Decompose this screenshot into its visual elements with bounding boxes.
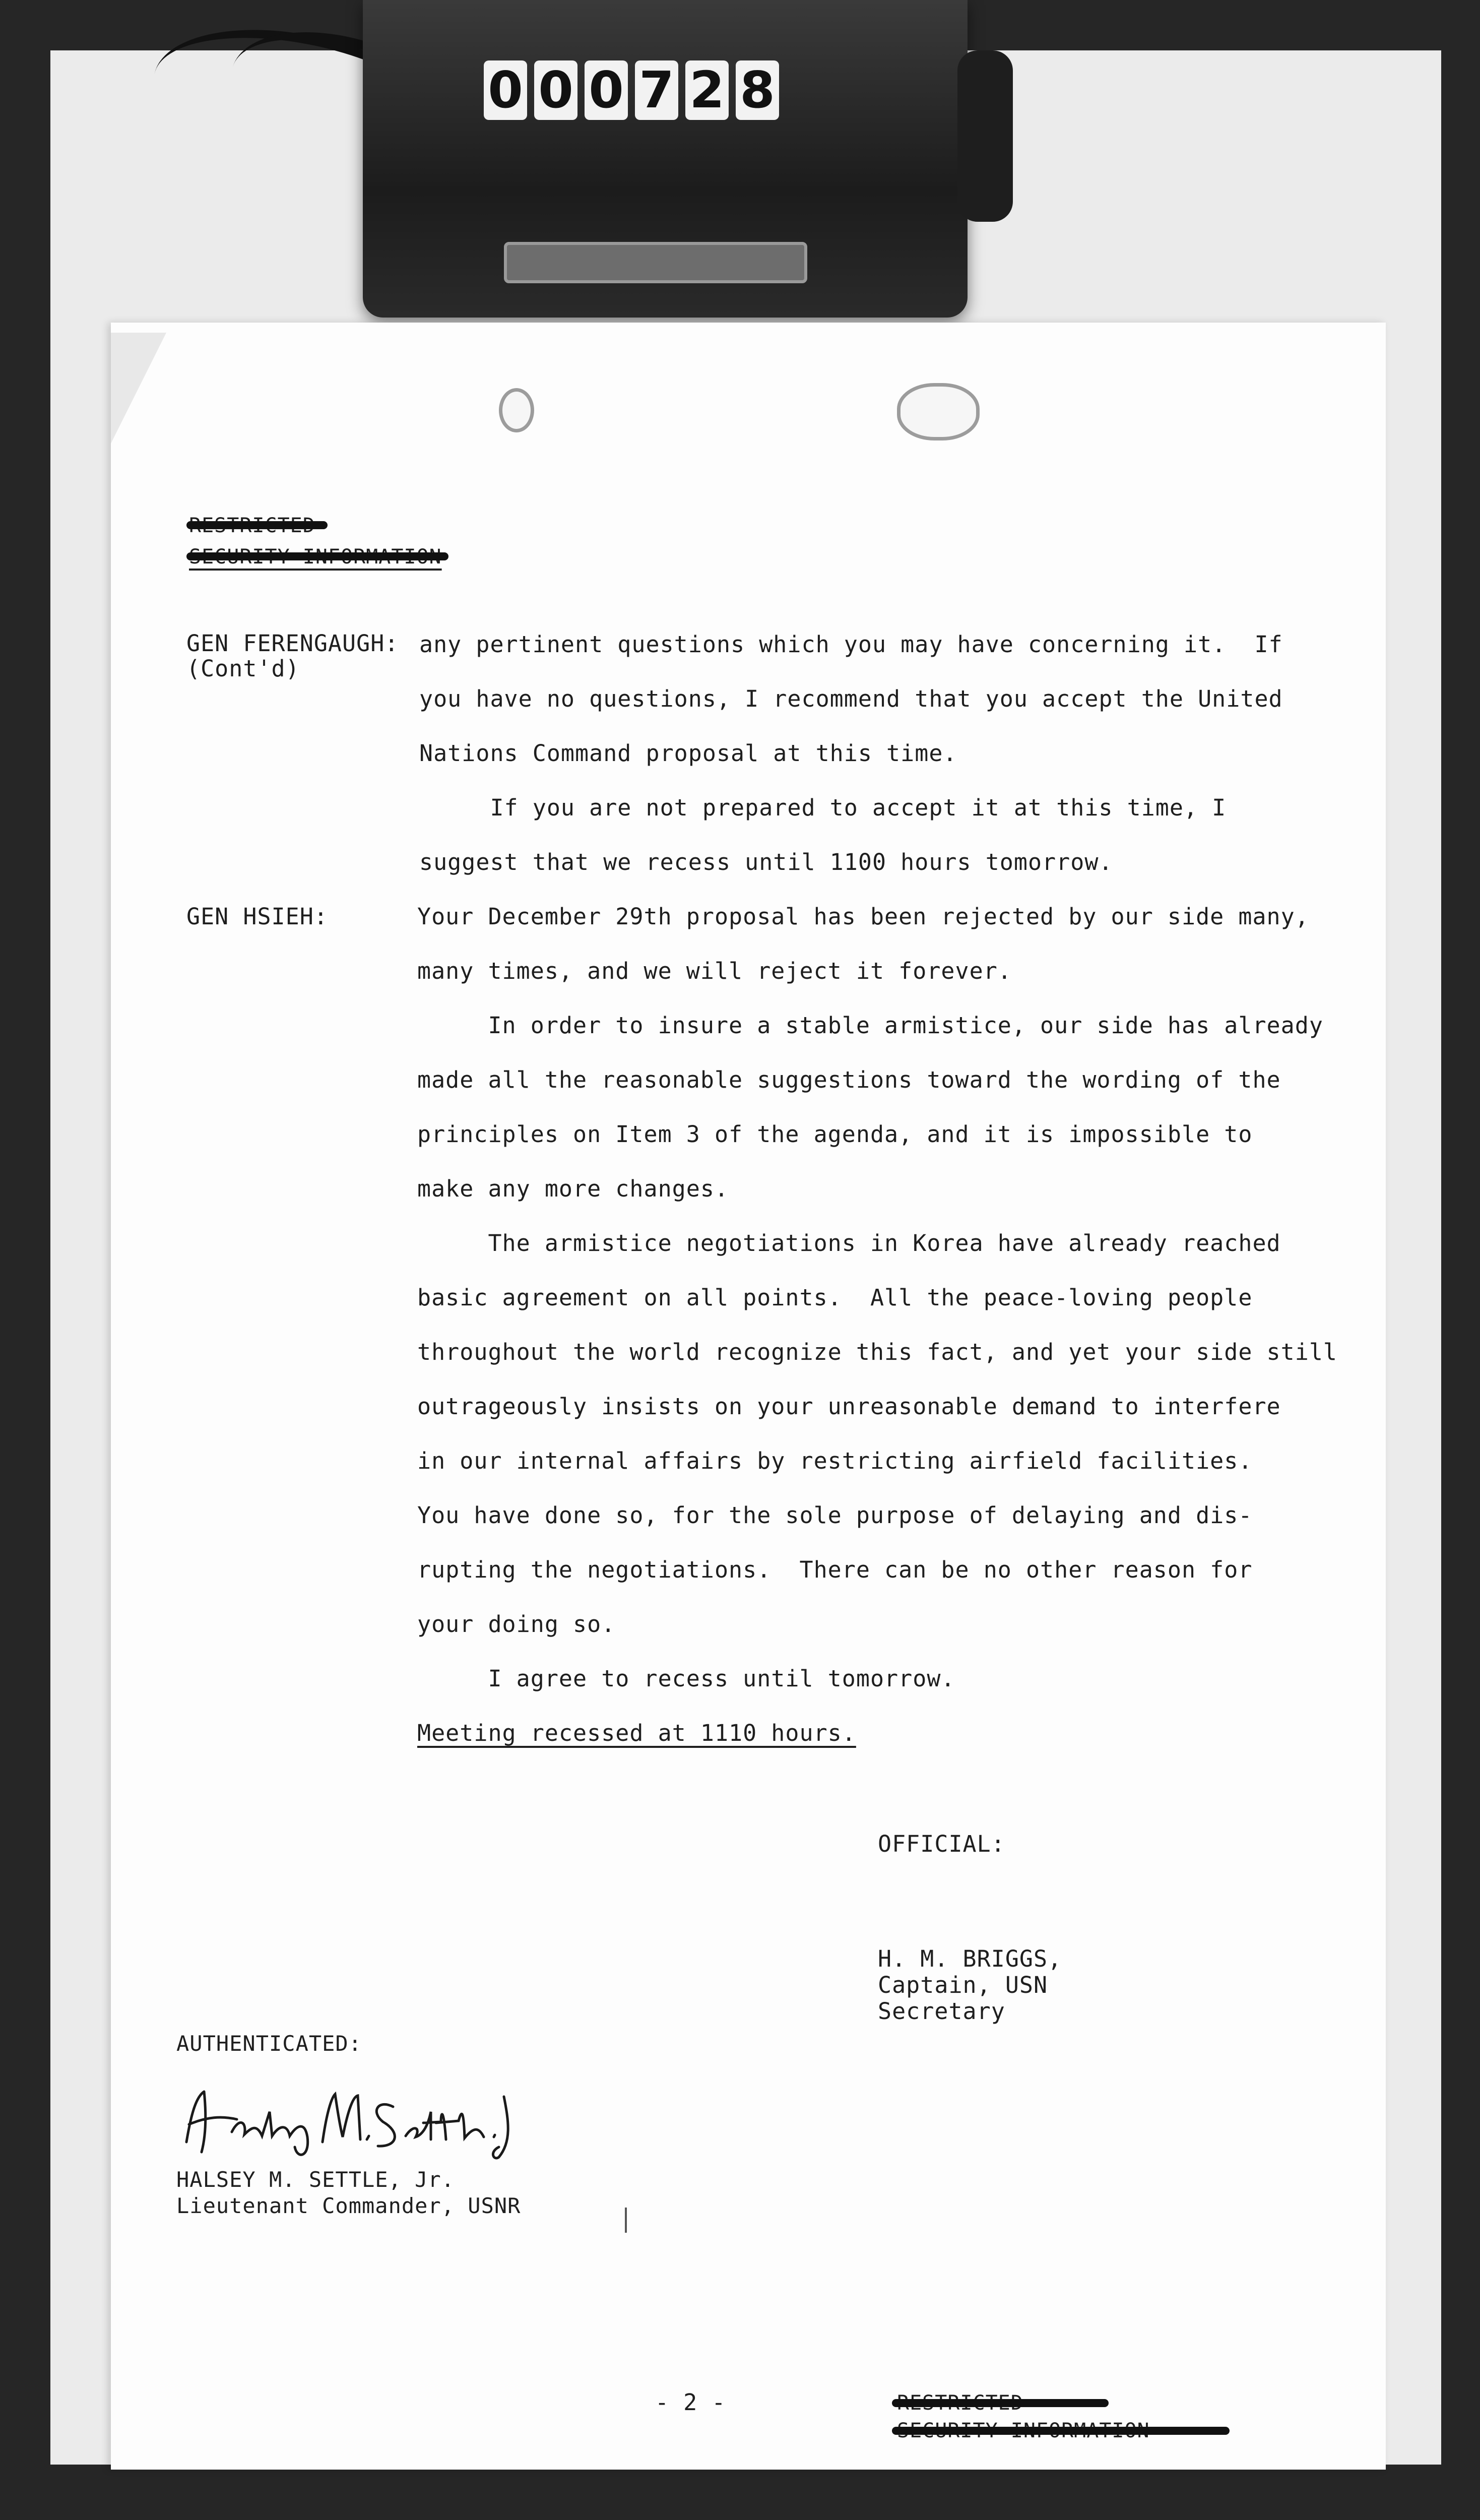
official-label: OFFICIAL: <box>878 1831 1005 1857</box>
speaker-name: GEN HSIEH: <box>186 903 328 930</box>
transcript-line: principles on Item 3 of the agenda, and it is impossible to <box>417 1121 1253 1148</box>
counter-digit: 0 <box>484 60 527 120</box>
strikethrough-mark <box>892 2427 1230 2435</box>
transcript-line: rupting the negotiations. There can be no other reason for <box>417 1556 1253 1583</box>
frame-counter-digits <box>484 60 779 120</box>
transcript-line: Nations Command proposal at this time. <box>419 740 957 767</box>
punch-hole <box>499 388 534 432</box>
transcript-line: suggest that we recess until 1100 hours tomorrow. <box>419 849 1113 875</box>
transcript-line: Your December 29th proposal has been rejected by our side many, <box>417 903 1309 930</box>
strikethrough-mark <box>186 552 448 560</box>
strikethrough-mark <box>186 521 328 529</box>
handwritten-signature <box>176 2076 529 2162</box>
transcript-line: The armistice negotiations in Korea have already reached <box>417 1230 1281 1256</box>
official-rank: Captain, USN <box>878 1972 1048 1998</box>
transcript-line: basic agreement on all points. All the peace-loving people <box>417 1284 1253 1311</box>
page-number: - 2 - <box>655 2389 726 2416</box>
transcript-line: make any more changes. <box>417 1175 729 1202</box>
counter-plate <box>504 242 807 283</box>
film-scratch-mark <box>625 2208 627 2233</box>
meeting-closing-line: Meeting recessed at 1110 hours. <box>417 1720 856 1746</box>
counter-digit: 8 <box>736 60 779 120</box>
transcript-line: you have no questions, I recommend that you accept the United <box>419 685 1283 712</box>
transcript-line: in our internal affairs by restricting airfield facilities. <box>417 1447 1253 1474</box>
counter-digit: 0 <box>534 60 577 120</box>
authenticator-rank: Lieutenant Commander, USNR <box>176 2193 521 2218</box>
speaker-name: GEN FERENGAUGH: <box>186 630 399 657</box>
authenticated-label: AUTHENTICATED: <box>176 2031 362 2056</box>
counter-digit: 7 <box>635 60 678 120</box>
transcript-line: In order to insure a stable armistice, our side has already <box>417 1012 1323 1039</box>
folded-corner <box>111 333 166 444</box>
document-page <box>111 323 1386 2470</box>
transcript-line: throughout the world recognize this fact, and yet your side still <box>417 1339 1337 1365</box>
counter-digit: 0 <box>585 60 628 120</box>
transcript-line: If you are not prepared to accept it at this time, I <box>419 794 1227 821</box>
speaker-continued: (Cont'd) <box>186 655 300 682</box>
strikethrough-mark <box>892 2399 1109 2407</box>
authenticator-name: HALSEY M. SETTLE, Jr. <box>176 2167 455 2192</box>
punch-hole <box>897 383 980 440</box>
transcript-line: your doing so. <box>417 1611 616 1637</box>
transcript-line: outrageously insists on your unreasonable demand to interfere <box>417 1393 1281 1420</box>
official-title: Secretary <box>878 1998 1005 2025</box>
transcript-line: You have done so, for the sole purpose of delaying and dis- <box>417 1502 1253 1529</box>
transcript-line: any pertinent questions which you may have concerning it. If <box>419 631 1283 658</box>
transcript-line: many times, and we will reject it forever. <box>417 958 1012 984</box>
counter-digit: 2 <box>685 60 729 120</box>
transcript-line: I agree to recess until tomorrow. <box>417 1665 955 1692</box>
official-name: H. M. BRIGGS, <box>878 1945 1062 1972</box>
counter-knob <box>957 50 1013 222</box>
transcript-line: made all the reasonable suggestions toward the wording of the <box>417 1066 1281 1093</box>
